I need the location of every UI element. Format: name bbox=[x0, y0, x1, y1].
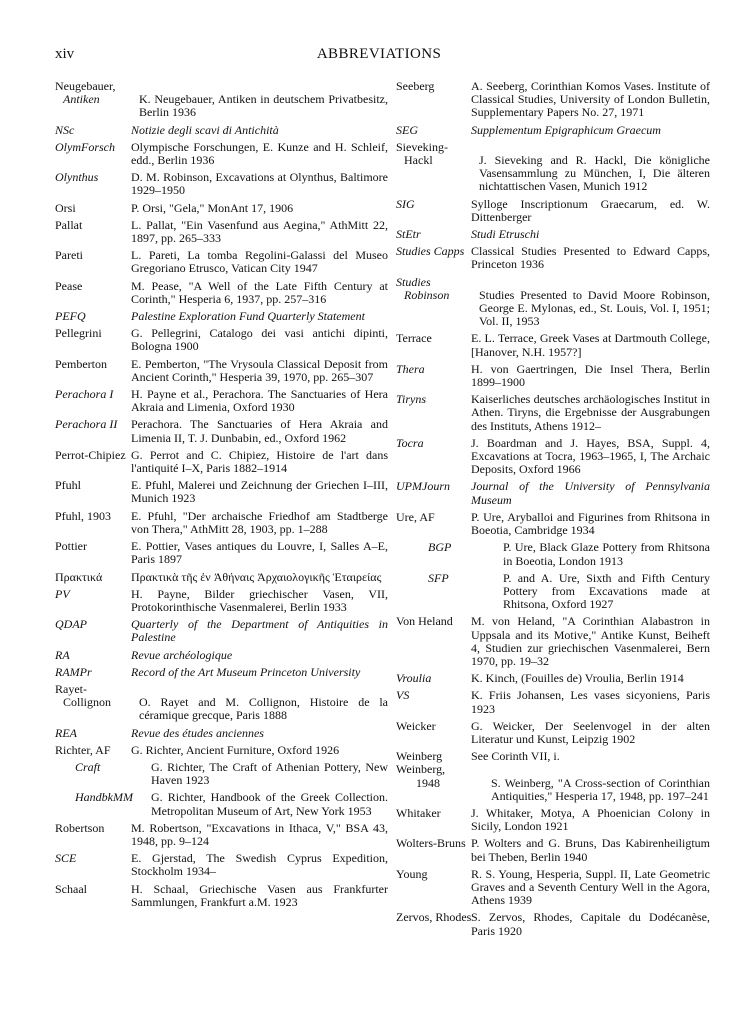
entry-abbr: Vroulia bbox=[396, 671, 432, 686]
entry bbox=[396, 363, 710, 389]
entry bbox=[396, 480, 710, 506]
entry bbox=[396, 198, 710, 224]
entry-abbr: VS bbox=[396, 688, 410, 703]
entry bbox=[55, 202, 388, 215]
entry bbox=[55, 649, 388, 662]
entry-definition: E. Gjerstad, The Swedish Cyprus Expedition, Stockholm 1934– bbox=[131, 851, 388, 879]
entry bbox=[396, 245, 710, 271]
entry-definition: J. Boardman and J. Hayes, BSA, Suppl. 4, Excavations at Tocra, 1963–1965, I, The Archaic Deposits, Oxford 1966 bbox=[471, 435, 710, 477]
entry bbox=[396, 541, 710, 567]
entry-definition: M. Pease, "A Well of the Late Fifth Century at Corinth," Hesperia 6, 1937, pp. 257–316 bbox=[131, 278, 388, 306]
right-column bbox=[396, 80, 710, 942]
entry-abbr: Studies Capps bbox=[396, 244, 465, 259]
entry-definition: Journal of the University of Pennsylvania Museum bbox=[471, 479, 710, 507]
entry-abbr: OlymForsch bbox=[55, 139, 115, 154]
entry bbox=[55, 618, 388, 644]
entry bbox=[55, 418, 388, 444]
entry bbox=[55, 761, 388, 787]
entry bbox=[55, 540, 388, 566]
entry-abbr: RAMPr bbox=[55, 664, 92, 679]
entry bbox=[55, 479, 388, 505]
entry-abbr: Zervos, Rhodes bbox=[396, 910, 472, 925]
entry-definition: Quarterly of the Department of Antiquities in Palestine bbox=[131, 617, 388, 645]
left-column bbox=[55, 80, 388, 913]
entry bbox=[396, 911, 710, 937]
entry-definition bbox=[471, 276, 710, 289]
entry-definition: M. Robertson, "Excavations in Ithaca, V," BSA 43, 1948, pp. 9–124 bbox=[131, 820, 388, 848]
entry bbox=[55, 219, 388, 245]
entry-abbr: SFP bbox=[428, 570, 449, 585]
entry bbox=[396, 837, 710, 863]
entry-definition: G. Richter, Ancient Furniture, Oxford 1926 bbox=[131, 742, 340, 757]
entry-abbr: Robertson bbox=[55, 820, 105, 835]
entry bbox=[396, 868, 710, 908]
entry bbox=[396, 332, 710, 358]
entry-abbr: BGP bbox=[428, 540, 452, 555]
entry-abbr: REA bbox=[55, 725, 77, 740]
entry-definition: Olympische Forschungen, E. Kunze and H. Schleif, edd., Berlin 1936 bbox=[131, 139, 388, 168]
entry-abbr: Pemberton bbox=[55, 356, 107, 371]
entry-definition: K. Kinch, (Fouilles de) Vroulia, Berlin 1914 bbox=[471, 671, 684, 686]
entry-definition: Studies Presented to David Moore Robinson, George E. Mylonas, ed., St. Louis, Vol. I, 1951; Vol. II, 1953 bbox=[479, 287, 710, 329]
entry bbox=[55, 280, 388, 306]
page-title: ABBREVIATIONS bbox=[316, 46, 442, 62]
entry bbox=[55, 822, 388, 848]
entry bbox=[396, 672, 710, 685]
entry bbox=[55, 510, 388, 536]
entry bbox=[55, 666, 388, 679]
entry bbox=[396, 124, 710, 137]
entry-definition: P. Wolters and G. Bruns, Das Kabirenheiligtum bei Theben, Berlin 1940 bbox=[471, 836, 710, 864]
page-header bbox=[55, 46, 703, 66]
entry bbox=[55, 449, 388, 475]
entry-definition: R. S. Young, Hesperia, Suppl. II, Late Geometric Graves and a Seventh Century Well in the Agora, Athens 1939 bbox=[471, 866, 710, 908]
entry-definition: J. Sieveking and R. Hackl, Die königliche Vasensammlung zu München, I, Die älteren nichtattischen Vasen, Munich 1912 bbox=[479, 153, 710, 194]
entry-abbr: Thera bbox=[396, 361, 425, 376]
entry-definition: D. M. Robinson, Excavations at Olynthus, Baltimore 1929–1950 bbox=[131, 170, 388, 198]
entry-abbr: Wolters-Bruns bbox=[396, 836, 466, 851]
entry-definition: P. Orsi, "Gela," MonAnt 17, 1906 bbox=[131, 200, 294, 215]
entry bbox=[55, 358, 388, 384]
entry bbox=[396, 689, 710, 715]
entry-definition: Revue des études anciennes bbox=[131, 725, 264, 740]
entry bbox=[396, 615, 710, 668]
entry-abbr: Hackl bbox=[404, 153, 433, 168]
entry-abbr: Antiken bbox=[63, 92, 100, 107]
entry-definition: E. Pemberton, "The Vrysoula Classical Deposit from Ancient Corinth," Hesperia 39, 1970, pp. 265–307 bbox=[131, 356, 388, 384]
entry-abbr: RA bbox=[55, 647, 70, 662]
entry-abbr: Perachora I bbox=[55, 387, 114, 402]
entry-abbr: HandbkMM bbox=[75, 790, 133, 805]
entry-abbr: Pottier bbox=[55, 539, 87, 554]
entry-abbr: Von Heland bbox=[396, 614, 453, 629]
entry bbox=[396, 276, 710, 289]
entry-definition: P. Ure, Black Glaze Pottery from Rhitsona in Boeotia, London 1913 bbox=[503, 540, 710, 568]
entry bbox=[55, 124, 388, 137]
entry-abbr: Whitaker bbox=[396, 805, 441, 820]
entry bbox=[55, 310, 388, 323]
entry-abbr: QDAP bbox=[55, 617, 87, 632]
entry-abbr: Perachora II bbox=[55, 417, 118, 432]
entry-abbr: Olynthus bbox=[55, 170, 99, 185]
entry-definition: Supplementum Epigraphicum Graecum bbox=[471, 122, 661, 137]
entry-abbr: PEFQ bbox=[55, 309, 86, 324]
entry-abbr: Rayet- bbox=[55, 681, 87, 696]
entry-abbr: Tiryns bbox=[396, 392, 427, 407]
entry-definition: E. L. Terrace, Greek Vases at Dartmouth College, [Hanover, N.H. 1957?] bbox=[471, 331, 710, 359]
entry-abbr: Pfuhl bbox=[55, 478, 82, 493]
entry-definition: P. and A. Ure, Sixth and Fifth Century Pottery from Excavations made at Rhitsona, Oxford 1927 bbox=[503, 570, 710, 612]
entry-definition: H. Schaal, Griechische Vasen aus Frankfurter Sammlungen, Frankfurt a.M. 1923 bbox=[131, 881, 388, 909]
entry bbox=[396, 763, 710, 776]
entry-definition: M. von Heland, "A Corinthian Alabastron in Uppsala and its Motive," Antike Kunst, Beiheft 4, Studien zur griechischen Vasenmalerei, Bern 1970, pp. 19–32 bbox=[471, 614, 710, 668]
entry-definition: Palestine Exploration Fund Quarterly Statement bbox=[131, 309, 365, 324]
entry bbox=[55, 388, 388, 414]
entry-abbr: Craft bbox=[75, 759, 101, 774]
entry-abbr: NSc bbox=[55, 122, 75, 137]
entry bbox=[55, 588, 388, 614]
entry bbox=[55, 852, 388, 878]
entry-abbr: Studies bbox=[396, 274, 431, 289]
entry-definition: L. Pareti, La tomba Regolini-Galassi del Museo Gregoriano Etrusco, Vatican City 1947 bbox=[131, 248, 388, 276]
entry-abbr: Seeberg bbox=[396, 79, 435, 93]
entry-abbr: SCE bbox=[55, 851, 77, 866]
entry-abbr: Perrot-Chipiez bbox=[55, 447, 126, 462]
entry-abbr: Tocra bbox=[396, 435, 424, 450]
entry-abbr: Young bbox=[396, 866, 428, 881]
entry bbox=[396, 511, 710, 537]
entry bbox=[396, 777, 710, 803]
entry-abbr: UPMJourn bbox=[396, 479, 450, 494]
entry-abbr: Pfuhl, 1903 bbox=[55, 508, 112, 523]
entry-abbr: Neugebauer, bbox=[55, 79, 116, 93]
entry-abbr: Pareti bbox=[55, 248, 83, 263]
entry-definition: G. Richter, The Craft of Athenian Pottery, New Haven 1923 bbox=[151, 759, 388, 788]
entry-abbr: Schaal bbox=[55, 881, 87, 896]
entry bbox=[55, 141, 388, 167]
entry bbox=[55, 93, 388, 119]
entry bbox=[55, 249, 388, 275]
entry-abbr: Ure, AF bbox=[396, 509, 435, 524]
entry-definition: J. Whitaker, Motya, A Phoenician Colony in Sicily, London 1921 bbox=[471, 805, 710, 834]
entry-definition: Revue archéologique bbox=[131, 647, 233, 662]
entry-definition: See Corinth VII, i. bbox=[471, 749, 560, 764]
entry-abbr: 1948 bbox=[416, 775, 440, 790]
entry-abbr: SEG bbox=[396, 122, 418, 137]
entry bbox=[55, 883, 388, 909]
entry bbox=[396, 80, 710, 120]
entry-definition: Record of the Art Museum Princeton University bbox=[131, 664, 361, 679]
entry bbox=[55, 571, 388, 584]
entry-abbr: PV bbox=[55, 586, 70, 601]
entry bbox=[396, 393, 710, 433]
entry-definition: Classical Studies Presented to Edward Capps, Princeton 1936 bbox=[471, 244, 710, 272]
entry-abbr: Weinberg, bbox=[396, 762, 446, 777]
entry-abbr: Terrace bbox=[396, 331, 432, 346]
entry-definition bbox=[471, 763, 710, 776]
entry-abbr: Collignon bbox=[63, 695, 112, 710]
entry-definition: Studi Etruschi bbox=[471, 227, 540, 242]
entry-definition: P. Ure, Aryballoi and Figurines from Rhitsona in Boeotia, Cambridge 1934 bbox=[471, 509, 710, 538]
entry bbox=[55, 171, 388, 197]
entry-definition: K. Friis Johansen, Les vases sicyoniens, Paris 1923 bbox=[471, 688, 710, 716]
entry-definition: G. Weicker, Der Seelenvogel in der alten Literatur und Kunst, Leipzig 1902 bbox=[471, 718, 710, 746]
entry-abbr: Pallat bbox=[55, 217, 83, 232]
entry-definition: E. Pottier, Vases antiques du Louvre, I, Salles A–E, Paris 1897 bbox=[131, 539, 388, 567]
entry-definition: Πρακτικὰ τῆς ἐν Ἀθήναις Ἀρχαιολογικῆς Ἑταιρείας bbox=[131, 569, 382, 584]
entry bbox=[55, 791, 388, 817]
entry-definition: S. Zervos, Rhodes, Capitale du Dodécanèse, Paris 1920 bbox=[471, 910, 710, 938]
entry-abbr: Pellegrini bbox=[55, 326, 102, 341]
entry bbox=[396, 572, 710, 612]
page-number: xiv bbox=[55, 46, 75, 62]
entry bbox=[55, 744, 388, 757]
entry bbox=[396, 437, 710, 477]
entry bbox=[55, 727, 388, 740]
entry-abbr: Weicker bbox=[396, 718, 436, 733]
entry-definition: E. Pfuhl, "Der archaische Friedhof am Stadtberge von Thera," AthMitt 28, 1903, pp. 1–288 bbox=[131, 508, 388, 536]
entry-abbr: StEtr bbox=[396, 227, 421, 242]
entry-abbr: Robinson bbox=[404, 287, 450, 302]
entry bbox=[396, 228, 710, 241]
entry-definition: G. Perrot and C. Chipiez, Histoire de l'art dans l'antiquité I–X, Paris 1882–1914 bbox=[131, 447, 388, 476]
entry-definition: A. Seeberg, Corinthian Komos Vases. Institute of Classical Studies, University of London Bulletin, Supplementary Papers No. 27, 1971 bbox=[471, 79, 710, 120]
entry-abbr: Pease bbox=[55, 278, 83, 293]
entry-definition: Notizie degli scavi di Antichità bbox=[131, 122, 279, 137]
entry-definition: H. von Gaertringen, Die Insel Thera, Berlin 1899–1900 bbox=[471, 361, 710, 390]
entry-abbr: Sieveking- bbox=[396, 139, 448, 154]
entry-definition: S. Weinberg, "A Cross-section of Corinthian Antiquities," Hesperia 17, 1948, pp. 197–241 bbox=[491, 775, 710, 803]
entry-abbr: Weinberg bbox=[396, 749, 443, 764]
entry-abbr: Orsi bbox=[55, 200, 76, 215]
entry-abbr: Richter, AF bbox=[55, 742, 111, 757]
entry-definition: Perachora. The Sanctuaries of Hera Akraia and Limenia II, T. J. Dunbabin, ed., Oxford 1962 bbox=[131, 417, 388, 445]
entry-definition: E. Pfuhl, Malerei und Zeichnung der Griechen I–III, Munich 1923 bbox=[131, 478, 388, 506]
entry-abbr: SIG bbox=[396, 196, 415, 211]
entry-definition: H. Payne et al., Perachora. The Sanctuaries of Hera Akraia and Limenia, Oxford 1930 bbox=[131, 387, 388, 415]
entry-definition: Kaiserliches deutsches archäologisches Institut in Athen. Tiryns, die Ergebnisse der Ausgrabungen des Instituts, Athens 1912– bbox=[471, 392, 710, 433]
entry bbox=[396, 289, 710, 329]
entry bbox=[55, 327, 388, 353]
entry-definition: G. Pellegrini, Catalogo dei vasi antichi dipinti, Bologna 1900 bbox=[131, 326, 388, 354]
entry-definition: O. Rayet and M. Collignon, Histoire de la céramique grecque, Paris 1888 bbox=[139, 695, 388, 723]
entry-abbr: Πρακτικά bbox=[55, 569, 103, 584]
entry-definition: L. Pallat, "Ein Vasenfund aus Aegina," AthMitt 22, 1897, pp. 265–333 bbox=[131, 217, 388, 246]
entry bbox=[396, 720, 710, 746]
entry-definition: K. Neugebauer, Antiken in deutschem Privatbesitz, Berlin 1936 bbox=[139, 92, 388, 120]
entry-definition: Sylloge Inscriptionum Graecarum, ed. W. Dittenberger bbox=[471, 196, 710, 224]
entry-definition: G. Richter, Handbook of the Greek Collection. Metropolitan Museum of Art, New York 1953 bbox=[151, 790, 388, 818]
entry bbox=[396, 154, 710, 194]
entry bbox=[55, 696, 388, 722]
entry bbox=[396, 807, 710, 833]
entry-definition: H. Payne, Bilder griechischer Vasen, VII, Protokorinthische Vasenmalerei, Berlin 1933 bbox=[131, 586, 388, 614]
